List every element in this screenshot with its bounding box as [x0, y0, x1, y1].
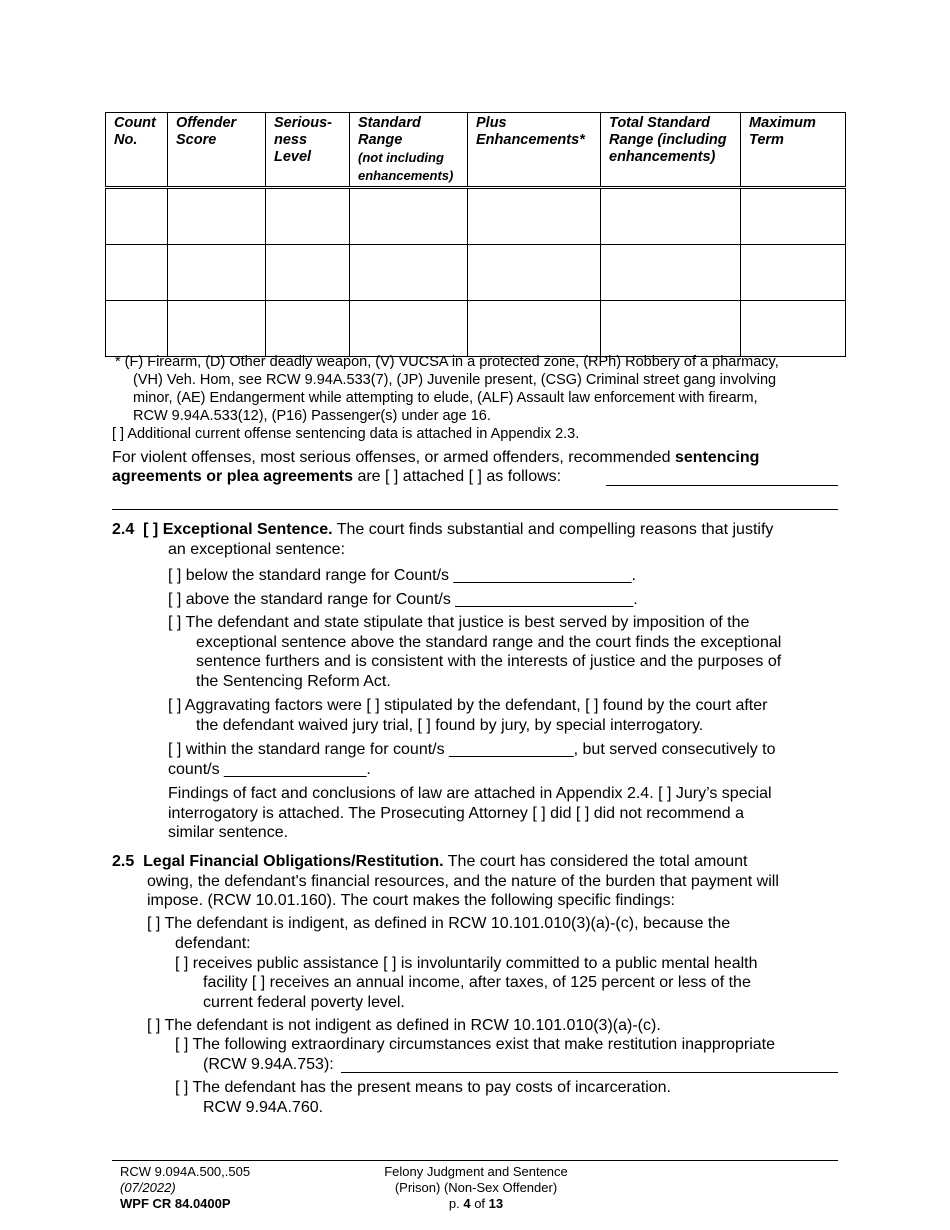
- footer-page-number: p. 4 of 13: [448, 1196, 504, 1211]
- table-cell[interactable]: [168, 301, 266, 357]
- header-plus-enhancements: Plus Enhancements*: [468, 113, 601, 188]
- header-maximum-term: Maximum Term: [741, 113, 846, 188]
- table-cell[interactable]: [601, 245, 741, 301]
- additional-data-note: [ ] Additional current offense sentencing data is attached in Appendix 2.3.: [112, 426, 580, 442]
- option-extraordinary[interactable]: [ ] The following extraordinary circumstances exist that make restitution inappropriate: [175, 1036, 775, 1053]
- footer-divider: [112, 1160, 838, 1161]
- header-standard-range-note: (not including enhancements): [358, 150, 454, 183]
- violent-offenses-line-2: agreements or plea agreements are [ ] attached [ ] as follows:: [112, 468, 562, 485]
- footnote-line-1: * (F) Firearm, (D) Other deadly weapon, (V) VUCSA in a protected zone, (RPh) Robbery of a pharmacy,: [115, 354, 779, 370]
- table-cell[interactable]: [168, 245, 266, 301]
- table-cell[interactable]: [601, 301, 741, 357]
- footnote-line-4: RCW 9.94A.533(12), (P16) Passenger(s) under age 16.: [133, 408, 491, 424]
- table-cell[interactable]: [106, 188, 168, 245]
- table-cell[interactable]: [106, 245, 168, 301]
- option-receives-assistance[interactable]: [ ] receives public assistance [ ] is involuntarily committed to a public mental health: [175, 955, 758, 972]
- header-standard-range: [350, 113, 468, 188]
- option-stipulate-3: sentence furthers and is consistent with the interests of justice and the purposes of: [196, 653, 782, 670]
- table-cell[interactable]: [266, 301, 350, 357]
- footer-rcw: RCW 9.094A.500,.505: [120, 1164, 251, 1179]
- agreements-blank[interactable]: [606, 485, 838, 486]
- option-stipulate-4: the Sentencing Reform Act.: [196, 673, 391, 690]
- table-row: [106, 301, 846, 357]
- table-cell[interactable]: [350, 245, 468, 301]
- section-2-5-intro-2: owing, the defendant's financial resources, and the nature of the burden that payment will: [147, 873, 779, 890]
- findings-line-1: Findings of fact and conclusions of law are attached in Appendix 2.4. [ ] Jury’s special: [168, 785, 772, 802]
- footer-date: (07/2022): [120, 1180, 176, 1195]
- option-above-range[interactable]: [ ] above the standard range for Count/s ____________________.: [168, 591, 638, 608]
- footer-form-number: WPF CR 84.0400P: [120, 1196, 231, 1211]
- table-cell[interactable]: [350, 188, 468, 245]
- option-indigent-2: defendant:: [175, 935, 251, 952]
- option-present-means[interactable]: [ ] The defendant has the present means to pay costs of incarceration.: [175, 1079, 671, 1096]
- table-cell[interactable]: [266, 188, 350, 245]
- table-header-row: [106, 113, 846, 188]
- footer-title-2: (Prison) (Non-Sex Offender): [394, 1180, 558, 1195]
- table-cell[interactable]: [601, 188, 741, 245]
- header-seriousness-level: Serious-ness Level: [266, 113, 350, 188]
- findings-line-2: interrogatory is attached. The Prosecuting Attorney [ ] did [ ] did not recommend a: [168, 805, 745, 822]
- table-cell[interactable]: [266, 245, 350, 301]
- section-2-5-intro-3: impose. (RCW 10.01.160). The court makes the following specific findings:: [147, 892, 675, 909]
- header-count-no: Count No.: [106, 113, 168, 188]
- option-present-means-2: RCW 9.94A.760.: [203, 1099, 324, 1116]
- option-extraordinary-2: (RCW 9.94A.753):: [203, 1056, 334, 1073]
- findings-line-3: similar sentence.: [168, 824, 289, 841]
- agreements-blank-2[interactable]: [112, 509, 838, 510]
- option-aggravating[interactable]: [ ] Aggravating factors were [ ] stipulated by the defendant, [ ] found by the court after: [168, 697, 768, 714]
- option-aggravating-2: the defendant waived jury trial, [ ] found by jury, by special interrogatory.: [196, 717, 704, 734]
- option-receives-assistance-2: facility [ ] receives an annual income, after taxes, of 125 percent or less of the: [203, 974, 751, 991]
- option-receives-assistance-3: current federal poverty level.: [203, 994, 405, 1011]
- table-cell[interactable]: [106, 301, 168, 357]
- table-row: [106, 245, 846, 301]
- option-within-range-2: count/s ________________.: [168, 761, 371, 778]
- option-stipulate-2: exceptional sentence above the standard range and the court finds the exceptional: [196, 634, 782, 651]
- option-below-range[interactable]: [ ] below the standard range for Count/s ____________________.: [168, 567, 636, 584]
- section-2-4-heading: 2.4 [ ] Exceptional Sentence. The court finds substantial and compelling reasons that justify: [112, 521, 774, 538]
- footnote-line-2: (VH) Veh. Hom, see RCW 9.94A.533(7), (JP) Juvenile present, (CSG) Criminal street gang involving: [133, 372, 777, 388]
- table-row: [106, 188, 846, 245]
- table-cell[interactable]: [741, 245, 846, 301]
- option-indigent[interactable]: [ ] The defendant is indigent, as defined in RCW 10.101.010(3)(a)-(c), because the: [147, 915, 731, 932]
- table-cell[interactable]: [350, 301, 468, 357]
- table-cell[interactable]: [168, 188, 266, 245]
- table-cell[interactable]: [741, 301, 846, 357]
- section-2-5-heading: 2.5 Legal Financial Obligations/Restitution. The court has considered the total amount: [112, 853, 748, 870]
- option-not-indigent[interactable]: [ ] The defendant is not indigent as defined in RCW 10.101.010(3)(a)-(c).: [147, 1017, 661, 1034]
- header-total-standard-range: Total Standard Range (including enhancements): [601, 113, 741, 188]
- table-cell[interactable]: [741, 188, 846, 245]
- violent-offenses-line-1: For violent offenses, most serious offenses, or armed offenders, recommended sentencing: [112, 449, 760, 466]
- footer-title-1: Felony Judgment and Sentence: [384, 1164, 568, 1179]
- sentencing-table: [105, 112, 846, 357]
- option-within-range[interactable]: [ ] within the standard range for count/s ______________, but served consecutively to: [168, 741, 776, 758]
- header-standard-range-label: Standard Range: [358, 115, 421, 148]
- footnote-line-3: minor, (AE) Endangerment while attempting to elude, (ALF) Assault law enforcement with firearm,: [133, 390, 758, 406]
- option-stipulate[interactable]: [ ] The defendant and state stipulate that justice is best served by imposition of the: [168, 614, 750, 631]
- table-cell[interactable]: [468, 301, 601, 357]
- header-offender-score: Offender Score: [168, 113, 266, 188]
- section-2-4-intro-2: an exceptional sentence:: [168, 541, 346, 558]
- table-cell[interactable]: [468, 188, 601, 245]
- extraordinary-blank[interactable]: [341, 1072, 838, 1073]
- table-cell[interactable]: [468, 245, 601, 301]
